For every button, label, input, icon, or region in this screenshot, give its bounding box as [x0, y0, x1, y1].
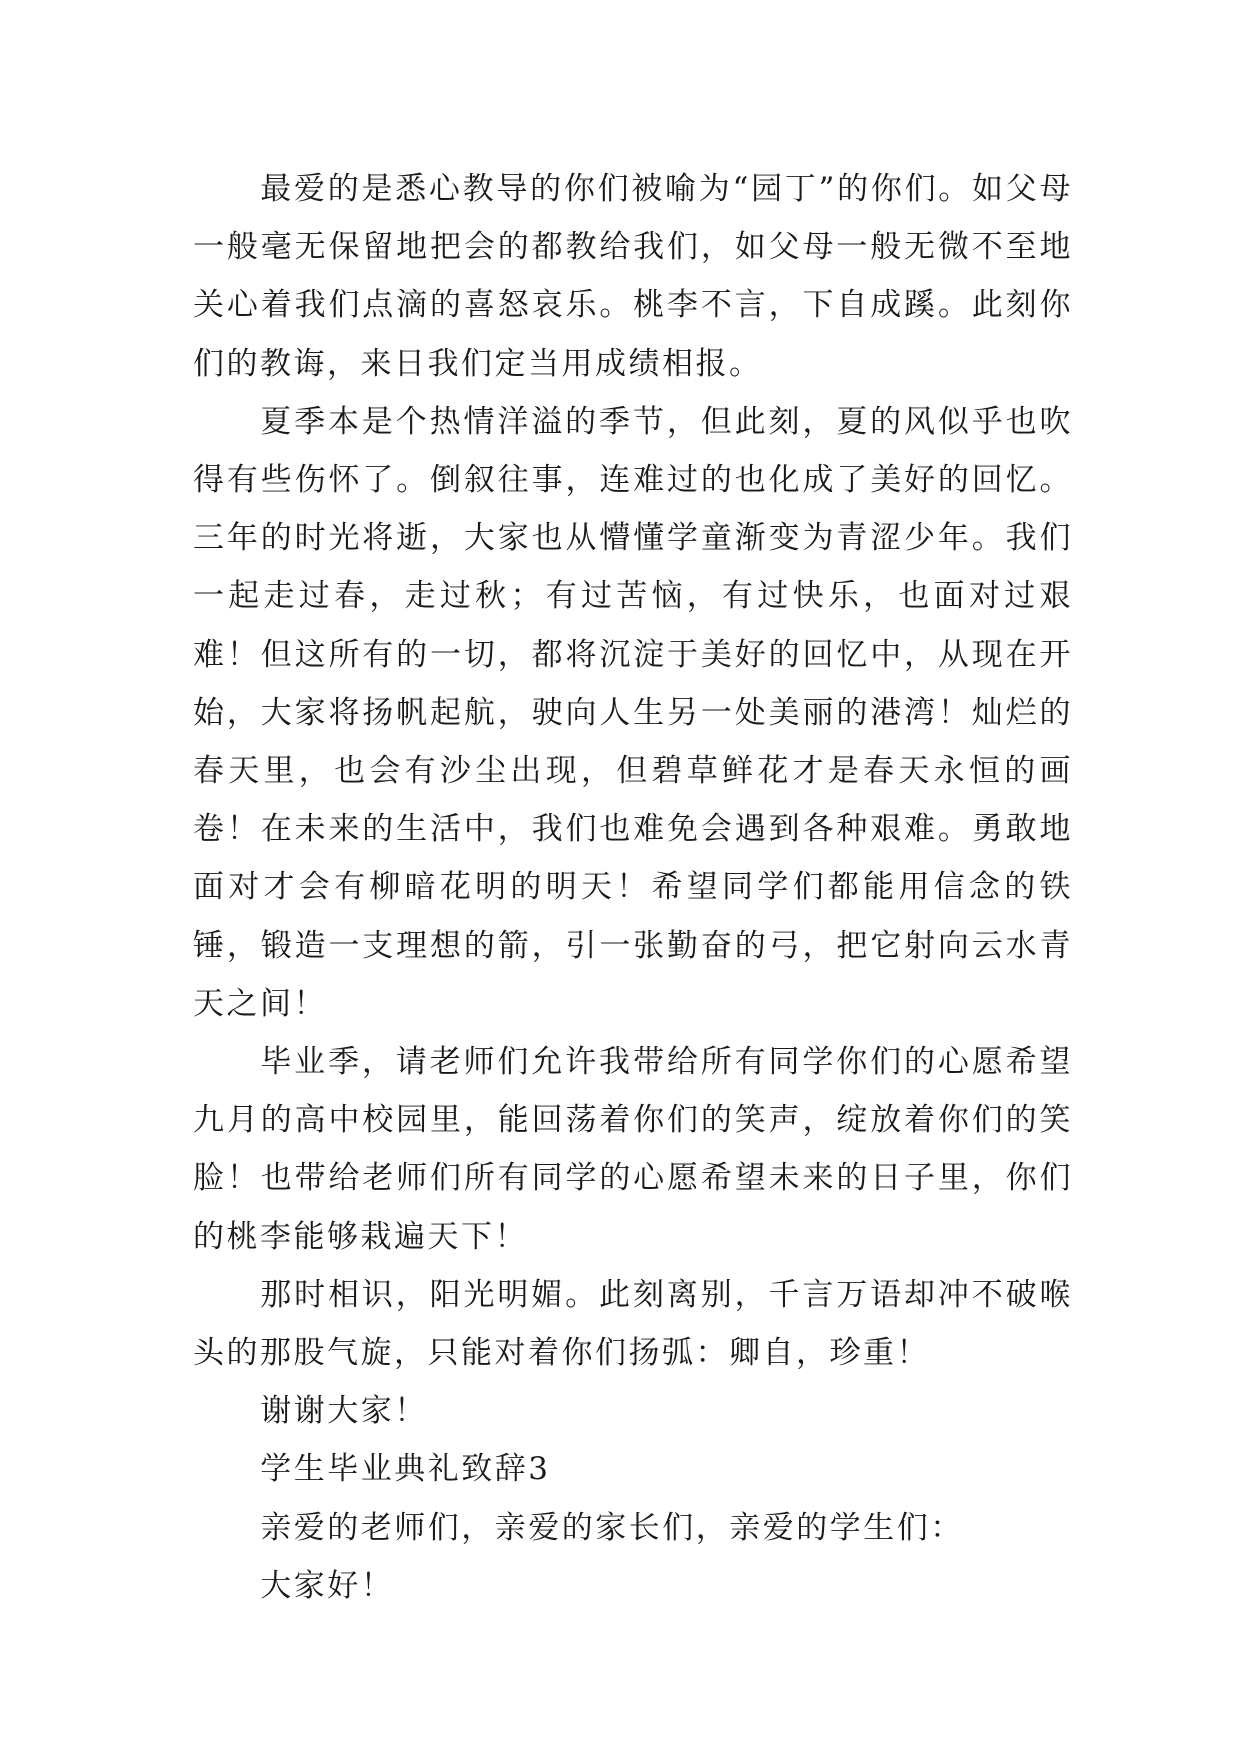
- paragraph-teachers: 最爱的是悉心教导的你们被喻为“园丁”的你们。如父母一般毫无保留地把会的都教给我们，如父母一般无微不至地关心着我们点滴的喜怒哀乐。桃李不言，下自成蹊。此刻你们的教诲，来日我们定当用成绩相报。: [193, 171, 1073, 382]
- document-body: [193, 160, 1073, 1615]
- paragraph-salutation: 亲爱的老师们，亲爱的家长们，亲爱的学生们：: [260, 1509, 964, 1546]
- section-heading: 学生毕业典礼致辞3: [260, 1451, 551, 1488]
- paragraph-greeting: 大家好！: [260, 1567, 395, 1604]
- paragraph-thanks: 谢谢大家！: [260, 1393, 428, 1430]
- paragraph-summer: 夏季本是个热情洋溢的季节，但此刻，夏的风似乎也吹得有些伤怀了。倒叙往事，连难过的也化成了美好的回忆。三年的时光将逝，大家也从懵懂学童渐变为青涩少年。我们一起走过春，走过秋；有过苦恼，有过快乐，也面对过艰难！但这所有的一切，都将沉淀于美好的回忆中，从现在开始，大家将扬帆起航，驶向人生另一处美丽的港湾！灿烂的春天里，也会有沙尘出现，但碧草鲜花才是春天永恒的画卷！在未来的生活中，我们也难免会遇到各种艰难。勇敢地面对才会有柳暗花明的明天！希望同学们都能用信念的铁锤，锻造一支理想的箭，引一张勤奋的弓，把它射向云水青天之间！: [193, 403, 1073, 1022]
- paragraph-graduation-season: 毕业季，请老师们允许我带给所有同学你们的心愿希望九月的高中校园里，能回荡着你们的笑声，绽放着你们的笑脸！也带给老师们所有同学的心愿希望未来的日子里，你们的桃李能够栽遍天下！: [193, 1044, 1073, 1255]
- paragraph-farewell: 那时相识，阳光明媚。此刻离别，千言万语却冲不破喉头的那股气旋，只能对着你们扬弧：卿自，珍重！: [193, 1276, 1073, 1372]
